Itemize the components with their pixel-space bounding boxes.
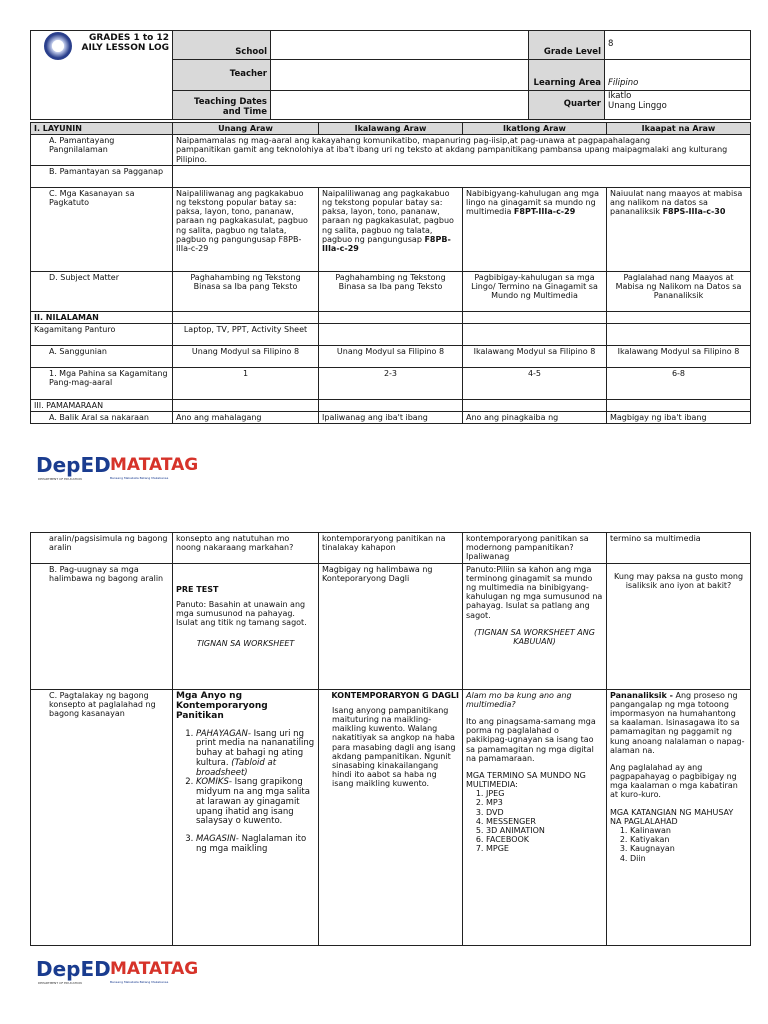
multimedia-question: Alam mo ba kung ano ang multimedia? — [466, 690, 572, 709]
form-pahayagan-note: (Tabloid at broadsheet) — [196, 757, 277, 778]
pages-day2: 2-3 — [319, 367, 463, 399]
competency-day2-text: Naipaliliwanag ang pagkakabuo ng tekstong popular batay sa: paksa, layon, tono, pananaw, paraan ng pagkakasulat, pagbuo ng salita, pagbuo ng talata, pagbuo ng pangungusap — [322, 188, 454, 244]
deped-wordmark: DepED — [36, 453, 111, 477]
review-label: A. Balik Aral sa nakaraan — [31, 412, 173, 424]
school-label: School — [173, 31, 271, 60]
examples-day3-instructions: Panuto:Piliin sa kahon ang mga terminong ginagamit sa mundo ng multimedia na binibigyang-kahulugan ng mga sumusunod na pahayag. Isulat sa patlang ang sagot. — [466, 564, 603, 620]
pretest-instructions: Panuto: Basahin at unawain ang mga sumusunod na pahayag. Isulat ang titik ng tamang sagot. — [176, 599, 307, 628]
trait-item: 2. Katiyakan — [630, 835, 747, 844]
competency-day4 — [607, 187, 751, 271]
discussion-day1 — [173, 689, 319, 945]
references-day4: Ikalawang Modyul sa Filipino 8 — [607, 345, 751, 367]
examples-day3-worksheet: (TIGNAN SA WORKSHEET ANG KABUUAN) — [474, 627, 595, 646]
examples-day2: Magbigay ng halimbawa ng Konteporaryong Dagli — [319, 563, 463, 689]
multimedia-term: 2. MP3 — [486, 798, 603, 807]
multimedia-term: 7. MPGE — [486, 844, 603, 853]
day1-heading: Unang Araw — [173, 123, 319, 135]
quarter-label: Quarter — [529, 91, 605, 120]
pages-day3: 4-5 — [463, 367, 607, 399]
discussion-label: C. Pagtalakay ng bagong konsepto at paglalahad ng bagong kasanayan — [31, 689, 173, 945]
grade-label: Grade Level — [529, 31, 605, 60]
multimedia-term: 4. MESSENGER — [486, 817, 603, 826]
day4-heading: Ikaapat na Araw — [607, 123, 751, 135]
references-day3: Ikalawang Modyul sa Filipino 8 — [463, 345, 607, 367]
pamamaraan-heading: III. PAMAMARAAN — [31, 399, 173, 411]
research-title: Pananaliksik - — [610, 690, 673, 700]
review-day4: Magbigay ng iba't ibang — [607, 412, 751, 424]
review-day1: Ano ang mahalagang — [173, 412, 319, 424]
subject-day3: Pagbibigay-kahulugan sa mga Lingo/ Termino na Ginagamit sa Mundo ng Multimedia — [463, 271, 607, 311]
deped-subtitle: DEPARTMENT OF EDUCATION — [38, 477, 82, 481]
references-day1: Unang Modyul sa Filipino 8 — [173, 345, 319, 367]
competency-day3-text: Nabibigyang-kahulugan ang mga lingo na ginagamit sa mundo ng multimedia — [466, 188, 600, 217]
form-magasin-term: MAGASIN- — [196, 834, 239, 845]
competency-day2 — [319, 187, 463, 271]
deped-matatag-logo-footer — [36, 957, 199, 994]
traits-title: MGA KATANGIAN NG MAHUSAY NA PAGLALAHAD — [610, 807, 734, 826]
subject-day1: Paghahambing ng Tekstong Binasa sa Iba pang Teksto — [173, 271, 319, 311]
discussion-day3 — [463, 689, 607, 945]
examples-day1 — [173, 563, 319, 689]
materials-day1: Laptop, TV, PPT, Activity Sheet — [173, 323, 319, 345]
form-item-magasin — [196, 835, 315, 855]
examples-label: B. Pag-uugnay sa mga halimbawa ng bagong aralin — [31, 563, 173, 689]
deped-matatag-logo — [36, 453, 199, 490]
content-standard-line1: Naipamamalas ng mag-aaral ang kakayahang komunikatibo, mapanuring pag-iisip,at pag-unawa at pagpapahalagang — [176, 136, 651, 146]
multimedia-term: 6. FACEBOOK — [486, 835, 603, 844]
content-standard-label: A. Pamantayang Pangnilalaman — [31, 135, 173, 166]
examples-day4: Kung may paksa na gusto mong isaliksik ano iyon at bakit? — [607, 563, 751, 689]
subject-matter-label: D. Subject Matter — [31, 271, 173, 311]
presentation-definition: Ang paglalahad ay ang pagpapahayag o pagbibigay ng mga kaalaman o mga kabatiran at kuro-kuro. — [610, 762, 738, 800]
content-standard-line2: pampanitikan gamit ang teknolohiya at iba't ibang uri ng teksto at akdang pampanitikang pambansa upang maipagmalaki ang kulturang Pilipino. — [176, 145, 728, 164]
materials-label: Kagamitang Panturo — [31, 323, 173, 345]
performance-standard-label: B. Pamantayan sa Pagganap — [31, 165, 173, 187]
pages-day4: 6-8 — [607, 367, 751, 399]
teacher-label: Teacher — [173, 60, 271, 91]
review-cont-day1: konsepto ang natutuhan mo noong nakaraang markahan? — [173, 533, 319, 564]
competency-day1: Naipaliliwanag ang pagkakabuo ng tekstong popular batay sa: paksa, layon, tono, pananaw, paraan ng pagkakasulat, pagbuo ng salita, pagbuo ng talata, pagbuo ng pangungusap F8PB-IIIa-c-29 — [173, 187, 319, 271]
examples-day3 — [463, 563, 607, 689]
forms-title: Mga Anyo ng Kontemporaryong Panitikan — [176, 690, 268, 722]
matatag-tagline: Bansang Makabata Batang Makabansa — [110, 980, 169, 984]
layunin-heading: I. LAYUNIN — [31, 123, 173, 135]
review-cont-label: aralin/pagsisimula ng bagong aralin — [31, 533, 173, 564]
performance-standard-text — [173, 165, 751, 187]
day3-heading: Ikatlong Araw — [463, 123, 607, 135]
pages-label: 1. Mga Pahina sa Kagamitang Pang-mag-aaral — [31, 367, 173, 399]
review-cont-day3: kontemporaryong panitikan sa modernong pampanitikan? Ipaliwanag — [463, 533, 607, 564]
area-field[interactable]: Filipino — [605, 60, 751, 91]
multimedia-term: 1. JPEG — [486, 789, 603, 798]
multimedia-definition: Ito ang pinagsama-samang mga porma ng paglalahad o pakikipag-ugnayan sa isang tao sa pamamagitan ng mga digital na pamamaraan. — [466, 716, 596, 763]
review-cont-day2: kontemporaryong panitikan na tinalakay kahapon — [319, 533, 463, 564]
area-label: Learning Area — [529, 60, 605, 91]
competency-label: C. Mga Kasanayan sa Pagkatuto — [31, 187, 173, 271]
quarter-field[interactable] — [605, 91, 751, 120]
content-standard-text — [173, 135, 751, 166]
trait-item: 3. Kaugnayan — [630, 844, 747, 853]
quarter-value: Ikatlo — [608, 91, 632, 101]
pages-day1: 1 — [173, 367, 319, 399]
form-komiks-text: Isang grapikong midyum na ang mga salita at larawan ay ginagamit upang ihatid ang isang salaysay o kuwento. — [196, 777, 310, 827]
pretest-worksheet: TIGNAN SA WORKSHEET — [196, 639, 295, 649]
competency-day4-text: Naiuulat nang maayos at mabisa ang nalikom na datos sa pananaliksik — [610, 188, 743, 217]
title-line1: GRADES 1 to 12 — [88, 33, 169, 43]
competency-day4-code: F8PS-IIIa-c-30 — [662, 207, 726, 217]
discussion-day4 — [607, 689, 751, 945]
form-pahayagan-term: PAHAYAGAN- — [196, 728, 251, 739]
matatag-wordmark: MATATAG — [110, 959, 199, 979]
teacher-field[interactable] — [271, 60, 529, 91]
header-table — [30, 30, 751, 120]
deped-wordmark: DepED — [36, 957, 111, 981]
day2-heading: Ikalawang Araw — [319, 123, 463, 135]
title-line2: AILY LESSON LOG — [81, 43, 169, 54]
form-item-komiks — [196, 778, 315, 827]
matatag-tagline: Bansang Makabata Batang Makabansa — [110, 476, 169, 480]
lesson-table-page1 — [30, 122, 751, 424]
dagli-text: Isang anyong pampanitikang maituturing na maikling-maikling kuwento. Walang nakatitiyak sa angkop na haba para masabing dagli ang isang akdang pampanitikan. Ngunit sinasabing kinakailangang hindi ito aabot sa haba ng isang maikling kuwento. — [332, 705, 456, 789]
pretest-title: PRE TEST — [176, 584, 219, 594]
subject-day4: Paglalahad nang Maayos at Mabisa ng Nalikom na Datos sa Pananaliksik — [607, 271, 751, 311]
competency-day2-code: F8PB-IIIa-c-29 — [322, 234, 451, 253]
references-label: A. Sanggunian — [31, 345, 173, 367]
dagli-title: KONTEMPORARYON G DAGLI — [331, 690, 459, 700]
dates-label: Teaching Dates and Time — [173, 91, 271, 120]
competency-day3-code: F8PT-IIIa-c-29 — [513, 207, 576, 217]
review-cont-day4: termino sa multimedia — [607, 533, 751, 564]
trait-item: 1. Kalinawan — [630, 826, 747, 835]
subject-day2: Paghahambing ng Tekstong Binasa sa Iba pang Teksto — [319, 271, 463, 311]
log-title — [31, 31, 173, 120]
discussion-day2 — [319, 689, 463, 945]
dates-field[interactable] — [271, 91, 529, 120]
form-pahayagan-text: Isang uri ng print media na nananatiling buhay at bahagi ng ating kultura. — [196, 728, 315, 768]
week-value: Unang Linggo — [608, 100, 667, 111]
multimedia-terms-title: MGA TERMINO SA MUNDO NG MULTIMEDIA: — [466, 770, 586, 790]
form-magasin-text: Naglalaman ito ng mga maikling — [196, 834, 307, 855]
nilalaman-heading: II. NILALAMAN — [31, 311, 173, 323]
grade-field[interactable]: 8 — [605, 31, 751, 60]
school-field[interactable] — [271, 31, 529, 60]
multimedia-term: 3. DVD — [486, 808, 603, 817]
form-item-pahayagan — [196, 730, 315, 779]
review-day2: Ipaliwanag ang iba't ibang — [319, 412, 463, 424]
lesson-table-page2 — [30, 532, 751, 946]
review-day3: Ano ang pinagkaiba ng — [463, 412, 607, 424]
competency-day3 — [463, 187, 607, 271]
deped-subtitle: DEPARTMENT OF EDUCATION — [38, 981, 82, 985]
research-definition: Ang proseso ng pangangalap ng mga totoong impormasyon na humahantong sa kaalaman. Isinasagawa ito sa pamamagitan ng paggamit ng kung anoang nalalaman o napag-alaman na. — [610, 690, 745, 755]
form-komiks-term: KOMIKS- — [196, 777, 232, 788]
matatag-wordmark: MATATAG — [110, 455, 199, 475]
trait-item: 4. Diin — [630, 854, 747, 863]
references-day2: Unang Modyul sa Filipino 8 — [319, 345, 463, 367]
multimedia-term: 5. 3D ANIMATION — [486, 826, 603, 835]
